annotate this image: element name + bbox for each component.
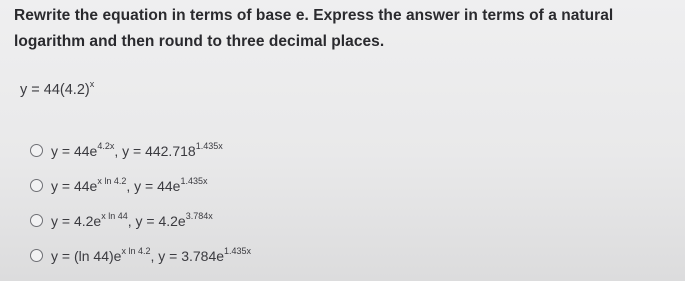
choice-4-part2: , y = 3.784e bbox=[150, 248, 225, 264]
answer-choice-2[interactable] bbox=[30, 174, 207, 196]
choice-1-sup1: 4.2x bbox=[97, 141, 115, 151]
choice-3-part1: y = 4.2e bbox=[51, 213, 102, 229]
given-equation bbox=[20, 79, 94, 98]
answer-choice-3[interactable] bbox=[30, 209, 213, 231]
choice-1-part1: y = 44e bbox=[51, 143, 98, 159]
choice-3-text bbox=[51, 211, 213, 229]
radio-button-icon[interactable] bbox=[30, 179, 43, 192]
choice-4-sup2: 1.435x bbox=[224, 246, 252, 256]
choice-2-sup2: 1.435x bbox=[180, 176, 208, 186]
radio-button-icon[interactable] bbox=[30, 249, 43, 262]
choice-3-sup2: 3.784x bbox=[185, 211, 213, 221]
choice-3-sup1: x ln 44 bbox=[101, 211, 128, 221]
answer-choice-1[interactable] bbox=[30, 139, 223, 161]
choice-4-sup1: x ln 4.2 bbox=[121, 246, 151, 256]
choice-2-sup1: x ln 4.2 bbox=[97, 176, 127, 186]
radio-button-icon[interactable] bbox=[30, 214, 43, 227]
radio-button-icon[interactable] bbox=[30, 144, 43, 157]
choice-2-part1: y = 44e bbox=[51, 178, 98, 194]
choice-2-text bbox=[51, 176, 207, 194]
choice-1-sup2: 1.435x bbox=[195, 141, 223, 151]
equation-base: y = 44(4.2) bbox=[20, 82, 90, 98]
choice-1-part2: , y = 442.718 bbox=[114, 143, 196, 159]
equation-exponent: x bbox=[89, 79, 95, 89]
choice-4-part1: y = (ln 44)e bbox=[51, 248, 122, 264]
choice-4-text bbox=[51, 246, 251, 264]
question-instructions: Rewrite the equation in terms of base e. Express the answer in terms of a natural logarithm and then round to three decimal places. bbox=[14, 7, 614, 50]
choice-3-part2: , y = 4.2e bbox=[127, 213, 186, 229]
choice-1-text bbox=[51, 141, 223, 159]
answer-choice-4[interactable] bbox=[30, 244, 251, 266]
choice-2-part2: , y = 44e bbox=[126, 178, 181, 194]
